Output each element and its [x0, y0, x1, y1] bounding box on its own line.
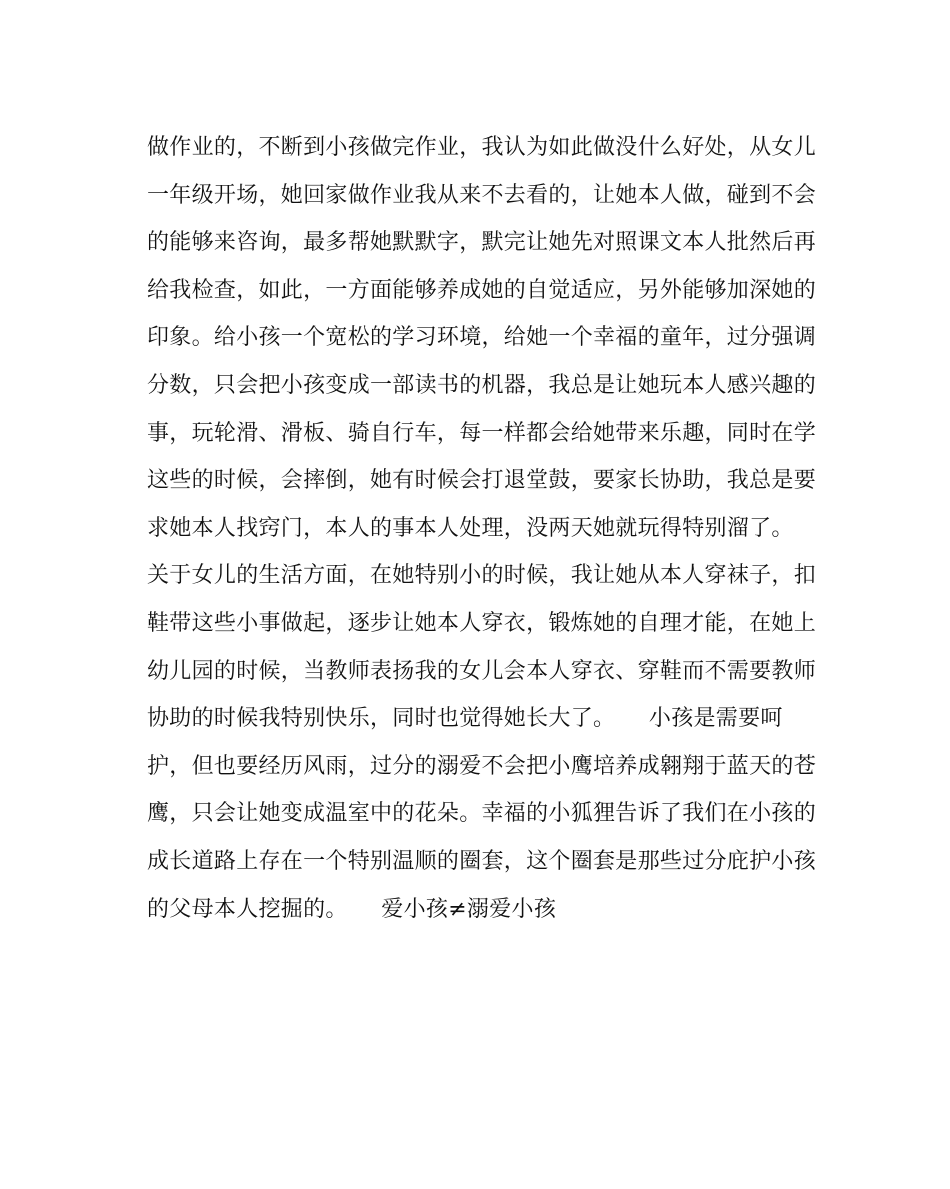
text-line-5: 印象。给小孩一个宽松的学习环境，给她一个幸福的童年，过分强调 — [147, 325, 817, 351]
text-line-17: 的父母本人挖掘的。 爱小孩≠溺爱小孩 — [147, 896, 557, 922]
text-line-9: 求她本人找窍门，本人的事本人处理，没两天她就玩得特别溜了。 — [147, 515, 794, 541]
text-line-7: 事，玩轮滑、滑板、骑自行车，每一样都会给她带来乐趣，同时在学 — [147, 420, 817, 446]
text-line-6: 分数，只会把小孩变成一部读书的机器，我总是让她玩本人感兴趣的 — [147, 372, 817, 398]
text-line-10: 关于女儿的生活方面，在她特别小的时候，我让她从本人穿袜子，扣 — [147, 563, 817, 589]
text-line-15: 鹰，只会让她变成温室中的花朵。幸福的小狐狸告诉了我们在小孩的 — [147, 801, 817, 827]
text-line-2: 一年级开场，她回家做作业我从来不去看的，让她本人做，碰到不会 — [147, 182, 817, 208]
text-line-14: 护，但也要经历风雨，过分的溺爱不会把小鹰培养成翱翔于蓝天的苍 — [147, 753, 817, 779]
text-line-16: 成长道路上存在一个特别温顺的圈套，这个圈套是那些过分庇护小孩 — [147, 848, 817, 874]
article-body — [147, 124, 827, 933]
text-line-11: 鞋带这些小事做起，逐步让她本人穿衣，锻炼她的自理才能，在她上 — [147, 610, 817, 636]
text-line-3: 的能够来咨询，最多帮她默默字，默完让她先对照课文本人批然后再 — [147, 230, 817, 256]
text-line-8: 这些的时候，会摔倒，她有时候会打退堂鼓，要家长协助，我总是要 — [147, 468, 817, 494]
text-line-1: 做作业的，不断到小孩做完作业，我认为如此做没什么好处，从女儿 — [147, 135, 817, 160]
text-line-13: 协助的时候我特别快乐，同时也觉得她长大了。 小孩是需要呵 — [147, 706, 783, 732]
text-line-4: 给我检查，如此，一方面能够养成她的自觉适应，另外能够加深她的 — [147, 277, 817, 303]
text-line-12: 幼儿园的时候，当教师表扬我的女儿会本人穿衣、穿鞋而不需要教师 — [147, 658, 817, 684]
